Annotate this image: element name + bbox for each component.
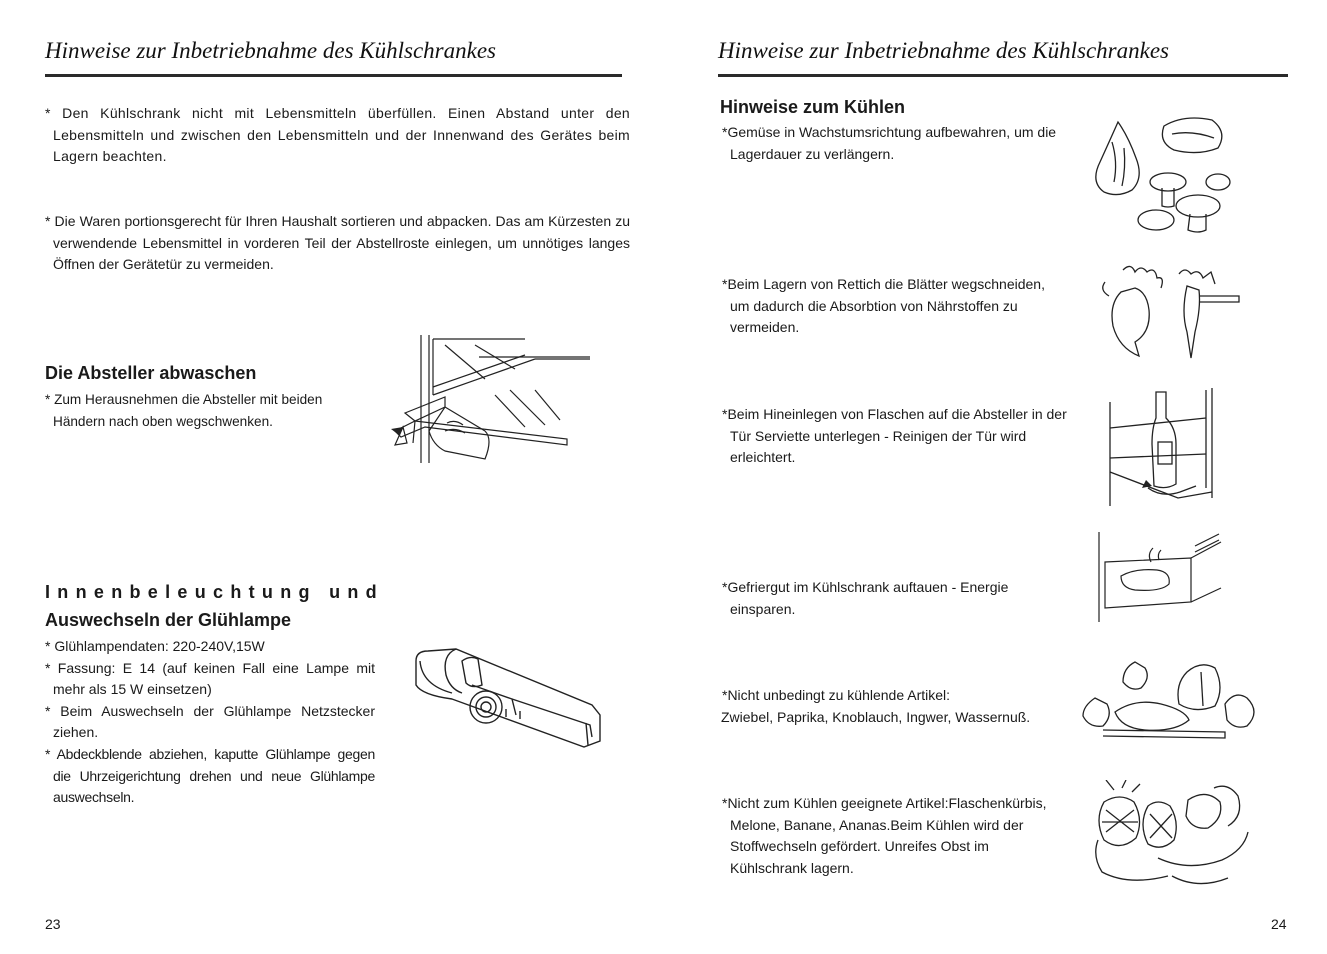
vegetables-mushrooms-illustration [1088,112,1238,236]
page-header: Hinweise zur Inbetriebnahme des Kühlschrankes [718,38,1169,63]
left-page [0,0,663,954]
tip-vegetables: *Gemüse in Wachstumsrichtung aufbewahren, um die Lagerdauer zu verlängern. [722,124,1057,162]
header-rule [718,74,1288,77]
thawing-illustration [1095,532,1225,624]
intro-paragraph-2: * Die Waren portionsgerecht für Ihren Haushalt sortieren und abpacken. Das am Kürzesten zu verwendende Lebensmittel in vorderen Teil der Abstellroste einlegen, um unnötiges langes Öffnen der Gerätetür zu vermeiden. [45,213,630,273]
tip-not-necessary [722,685,1062,728]
bottle-in-door-illustration [1108,388,1218,510]
radish-illustration [1095,262,1245,362]
tip-line: Zwiebel, Paprika, Knoblauch, Ingwer, Wassernuß. [721,708,1031,725]
section-title-lighting-line1: Innenbeleuchtung und [45,582,384,602]
list-item: * Fassung: E 14 (auf keinen Fall eine Lampe mit mehr als 15 W einsetzen) [45,659,375,698]
section-title-absteller: Die Absteller abwaschen [45,363,257,383]
onions-peppers-illustration [1075,654,1261,744]
page-number: 24 [1271,916,1287,932]
tip-thawing: *Gefriergut im Kühlschrank auftauen - Energie einsparen. [722,579,1009,617]
tip-line: *Nicht unbedingt zu kühlende Artikel: [722,687,951,703]
tip-bottles: *Beim Hineinlegen von Flaschen auf die Absteller in der Tür Serviette unterlegen - Reinigen der Tür wird erleichtert. [722,406,1067,466]
list-item: * Beim Auswechseln der Glühlampe Netzstecker ziehen. [45,702,375,741]
page-number: 23 [45,916,61,932]
right-page [663,0,1327,954]
page-header: Hinweise zur Inbetriebnahme des Kühlschrankes [45,38,496,63]
section-title-kuehlen: Hinweise zum Kühlen [720,97,906,117]
shelf-removal-illustration [385,335,595,467]
list-item: * Glühlampendaten: 220-240V,15W [45,638,265,654]
header-rule [45,74,622,77]
list-item: * Abdeckblende abziehen, kaputte Glühlampe gegen die Uhrzeigerichtung drehen und neue Glühlampe auswechseln. [45,745,375,806]
lamp-housing-illustration [412,645,604,753]
absteller-text: * Zum Herausnehmen die Absteller mit beiden Händern nach oben wegschwenken. [45,392,323,429]
tip-unsuitable: *Nicht zum Kühlen geeignete Artikel:Flaschenkürbis, Melone, Banane, Ananas.Beim Kühlen wird der Stoffwechseln gefördert. Unreifes Obst im Kühlschrank lagern. [722,795,1047,876]
tip-radish: *Beim Lagern von Rettich die Blätter wegschneiden, um dadurch die Absorbtion von Nährstoffen zu vermeiden. [722,276,1045,336]
fruits-illustration [1088,780,1252,894]
intro-paragraph-1: * Den Kühlschrank nicht mit Lebensmitteln überfüllen. Einen Abstand unter den Lebensmitteln und zwischen den Lebensmitteln und der Innenwand des Gerätes beim Lagern beachten. [45,105,630,165]
lighting-list [45,636,375,809]
section-title-lighting-line2: Auswechseln der Glühlampe [45,610,292,630]
